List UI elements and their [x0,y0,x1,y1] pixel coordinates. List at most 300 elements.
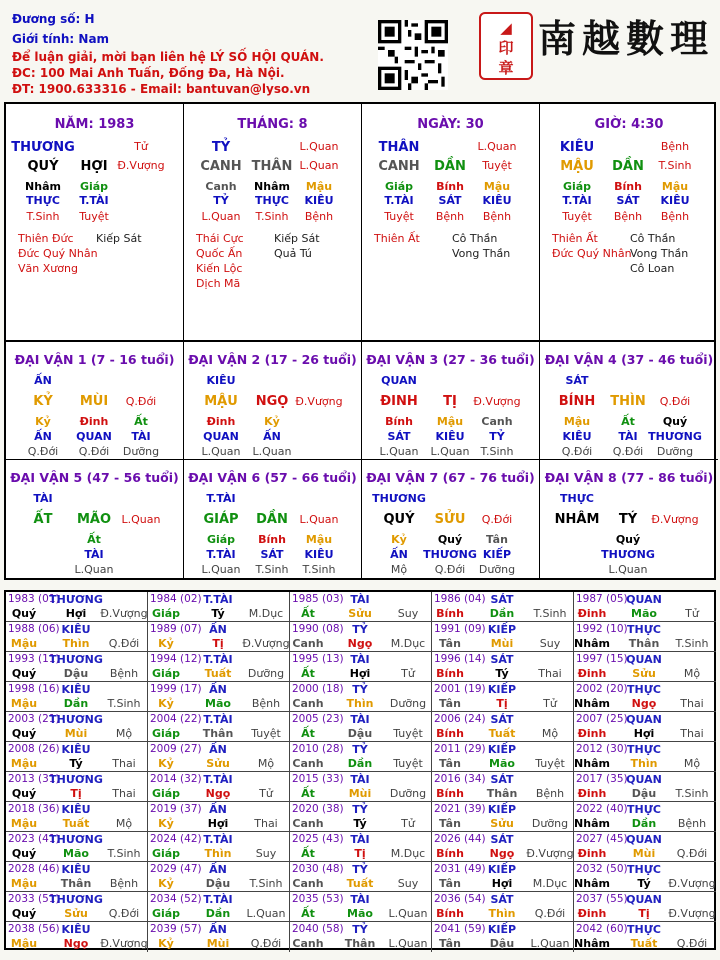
hidden-stem-god: ẤN [390,548,408,561]
hidden-stem: Đinh [79,415,109,428]
hidden-stem-god: SÁT [260,548,284,561]
hidden-stem-status: Tuyệt [384,210,414,223]
year-label: 1987 (05) [576,593,628,605]
star-inauspicious: Vong Thần [630,247,689,260]
pillar-stem-god: KIÊU [559,140,595,155]
year-status: T.Sinh [249,877,283,890]
dai-van-cell[interactable] [6,342,184,460]
pillar-stem-status: Tử [134,140,148,153]
year-label: 2025 (43) [292,833,344,845]
year-cell[interactable] [290,592,432,622]
star-auspicious: Dịch Mã [196,277,241,290]
year-branch: Dần [489,607,515,620]
star-inauspicious: Cô Thần [630,232,676,245]
hidden-stem-status: Bệnh [304,210,334,223]
year-cell[interactable] [148,772,290,802]
year-stem: Kỷ [158,637,174,650]
year-cell[interactable] [290,832,432,862]
year-stem: Tân [439,817,461,830]
year-god: QUAN [626,593,662,606]
year-branch: Mão [631,607,657,620]
year-branch: Thân [486,787,518,800]
year-cell[interactable] [432,682,574,712]
year-label: 2010 (28) [292,743,344,755]
pillar-column [6,104,184,340]
year-god: TÀI [350,653,370,666]
year-cell[interactable] [148,742,290,772]
year-god: KIÊU [61,863,91,876]
year-branch: Sửu [348,607,372,620]
year-cell[interactable] [574,772,716,802]
dai-van-title: ĐẠI VẬN 4 (37 - 46 tuổi) [544,352,714,367]
year-cell[interactable] [290,922,432,952]
year-cell[interactable] [148,652,290,682]
year-god: TÀI [350,773,370,786]
year-cell[interactable] [148,592,290,622]
year-branch: Hợi [633,727,655,740]
year-branch: Thân [344,937,376,950]
hidden-stem-god: TỶ [489,430,505,443]
year-cell[interactable] [432,772,574,802]
year-cell[interactable] [6,832,148,862]
year-label: 1997 (15) [576,653,628,665]
year-label: 1999 (17) [150,683,202,695]
year-branch: Mão [205,697,231,710]
year-cell[interactable] [6,622,148,652]
year-status: Tử [401,817,415,830]
year-branch: Hợi [65,607,87,620]
year-status: Đ.Vượng [242,637,290,650]
year-status: L.Quan [388,937,428,950]
year-god: KIẾP [487,683,517,696]
year-status: Tuyệt [393,757,423,770]
year-stem: Quý [11,787,37,800]
year-cell[interactable] [432,862,574,892]
year-god: TỶ [352,863,368,876]
year-branch: Thìn [346,697,374,710]
dai-van-cell[interactable] [362,342,540,460]
address-line: ĐC: 100 Mai Anh Tuấn, Đống Đa, Hà Nội. [12,66,285,80]
year-status: Đ.Vượng [100,607,148,620]
year-stem: Tân [439,697,461,710]
year-stem: Mậu [10,757,38,770]
year-label: 2030 (48) [292,863,344,875]
year-god: T.TÀI [203,773,233,786]
year-stem: Tân [439,877,461,890]
year-branch: Hợi [207,817,229,830]
dai-van-stem: MẬU [204,394,238,409]
hidden-stem-status: Bệnh [435,210,465,223]
year-status: Thai [112,757,136,770]
dai-van-branch-status: Đ.Vượng [473,395,521,408]
year-god: THỰC [627,803,661,816]
hidden-stem-status: L.Quan [74,563,114,576]
year-cell[interactable] [290,772,432,802]
year-status: Q.Đới [108,637,140,650]
dai-van-branch: TỊ [443,394,457,409]
pillar-column [540,104,718,340]
year-branch: Dần [63,697,89,710]
year-branch: Dần [205,907,231,920]
year-label: 2004 (22) [150,713,202,725]
year-branch: Tuất [488,727,516,740]
qr-code-icon[interactable] [378,20,448,90]
year-cell[interactable] [574,862,716,892]
year-cell[interactable] [290,892,432,922]
year-stem: Ất [301,667,315,680]
hidden-stem-god: T.TÀI [384,194,414,207]
year-status: Dưỡng [389,697,427,710]
year-branch: Dậu [63,667,89,680]
year-cell[interactable] [574,892,716,922]
hidden-stem-status: L.Quan [379,445,419,458]
year-god: SÁT [490,893,514,906]
year-stem: Nhâm [574,757,610,770]
year-god: SÁT [490,653,514,666]
year-stem: Giáp [151,787,181,800]
pillar-branch-status: Đ.Vượng [117,159,165,172]
year-cell[interactable] [290,742,432,772]
hidden-stem: Quý [615,533,641,546]
year-god: KIẾP [487,923,517,936]
hidden-stem: Giáp [206,533,236,546]
phone-email-line[interactable]: ĐT: 1900.633316 - Email: bantuvan@lyso.vn [12,82,311,96]
hidden-stem-status: Mộ [390,563,408,576]
star-auspicious: Thiên Ất [552,232,598,245]
star-auspicious: Thiên Ất [374,232,420,245]
year-god: KIÊU [61,743,91,756]
year-god: THƯƠNG [49,653,103,666]
year-status: Dưỡng [389,787,427,800]
year-label: 2011 (29) [434,743,486,755]
year-cell[interactable] [6,922,148,952]
year-cell[interactable] [432,832,574,862]
hidden-stem: Bính [436,180,464,193]
year-status: Mộ [115,727,133,740]
year-label: 2039 (57) [150,923,202,935]
year-label: 2003 (21) [8,713,60,725]
year-cell[interactable] [290,712,432,742]
year-label: 2005 (23) [292,713,344,725]
year-status: Dưỡng [247,667,285,680]
dai-van-god: ẤN [34,374,52,387]
year-god: THƯƠNG [49,593,103,606]
hidden-stem: Canh [481,415,513,428]
year-branch: Dậu [205,877,231,890]
year-status: Suy [539,637,561,650]
year-god: ẤN [209,803,227,816]
year-stem: Nhâm [574,817,610,830]
year-label: 1993 (11) [8,653,60,665]
hidden-stem-god: ẤN [263,430,281,443]
year-label: 2037 (55) [576,893,628,905]
year-branch: Dần [347,757,373,770]
year-label: 2034 (52) [150,893,202,905]
hidden-stem-god: THƯƠNG [648,430,702,443]
year-cell[interactable] [6,892,148,922]
year-branch: Tý [211,607,225,620]
hidden-stem: Mậu [436,415,464,428]
year-god: THƯƠNG [49,773,103,786]
year-god: QUAN [626,653,662,666]
year-stem: Canh [292,877,324,890]
year-cell[interactable] [6,592,148,622]
year-status: L.Quan [246,907,286,920]
dai-van-cell[interactable] [184,460,362,578]
hidden-stem-god: T.TÀI [79,194,109,207]
dai-van-branch: DẦN [256,512,288,527]
year-cell[interactable] [6,652,148,682]
year-branch: Ngọ [631,697,657,710]
hidden-stem-status: Bệnh [613,210,643,223]
year-cell[interactable] [432,622,574,652]
year-status: T.Sinh [675,787,709,800]
hidden-stem-status: Q.Đới [561,445,593,458]
year-status: M.Dục [390,847,426,860]
year-branch: Sửu [64,907,88,920]
year-branch: Mùi [206,937,230,950]
year-stem: Đinh [577,787,607,800]
year-status: T.Sinh [675,637,709,650]
year-god: ẤN [209,743,227,756]
year-god: KIẾP [487,743,517,756]
dai-van-branch: SỬU [434,512,466,527]
year-status: Bệnh [677,817,707,830]
year-cell[interactable] [574,592,716,622]
year-status: Thai [680,727,704,740]
hidden-stem-god: THỰC [26,194,60,207]
year-label: 2019 (37) [150,803,202,815]
year-god: TỶ [352,683,368,696]
year-god: KIẾP [487,863,517,876]
year-branch: Ngọ [489,847,515,860]
year-label: 2002 (20) [576,683,628,695]
year-stem: Mậu [10,817,38,830]
year-god: KIÊU [61,803,91,816]
year-branch: Dậu [489,937,515,950]
pillar-earthly-branch: THÂN [251,159,293,174]
year-god: KIẾP [487,623,517,636]
year-label: 2013 (31) [8,773,60,785]
hidden-stem-status: Tuyệt [79,210,109,223]
year-stem: Tân [439,757,461,770]
year-status: Tử [543,697,557,710]
year-stem: Bính [436,727,464,740]
year-branch: Mùi [64,727,88,740]
year-status: Đ.Vượng [100,937,148,950]
year-status: L.Quan [530,937,570,950]
year-stem: Ất [301,727,315,740]
year-branch: Dần [631,817,657,830]
hidden-stem-status: L.Quan [430,445,470,458]
year-cell[interactable] [290,802,432,832]
year-god: ẤN [209,623,227,636]
hidden-stem-god: QUAN [76,430,112,443]
hidden-stem-god: T.TÀI [562,194,592,207]
hidden-stem: Ất [621,415,635,428]
dai-van-title: ĐẠI VẬN 7 (67 - 76 tuổi) [366,470,535,485]
year-label: 2033 (51) [8,893,60,905]
year-cell[interactable] [6,862,148,892]
dai-van-stem: KỶ [33,394,53,409]
star-auspicious: Đức Quý Nhân [18,247,98,260]
year-cell[interactable] [432,892,574,922]
pillar-stem-status: L.Quan [299,140,339,153]
year-cell[interactable] [432,652,574,682]
year-god: KIÊU [61,683,91,696]
year-status: M.Dục [532,877,568,890]
year-cell[interactable] [574,712,716,742]
year-cell[interactable] [290,862,432,892]
four-pillars-table [4,102,716,342]
year-status: Đ.Vượng [668,907,716,920]
year-god: THỰC [627,623,661,636]
year-cell[interactable] [574,922,716,952]
year-cell[interactable] [148,892,290,922]
year-god: SÁT [490,773,514,786]
pillar-stem-status: L.Quan [477,140,517,153]
year-stem: Ất [301,847,315,860]
year-label: 1992 (10) [576,623,628,635]
hidden-stem: Tân [486,533,508,546]
hidden-stem: Giáp [79,180,109,193]
pillar-earthly-branch: HỢI [80,159,108,174]
year-label: 1990 (08) [292,623,344,635]
dai-van-branch: TÝ [618,512,638,527]
year-cell[interactable] [432,712,574,742]
year-cell[interactable] [574,622,716,652]
year-stem: Bính [436,847,464,860]
year-stem: Đinh [577,907,607,920]
year-cell[interactable] [6,682,148,712]
year-label: 2040 (58) [292,923,344,935]
dai-van-stem: ẤT [33,512,53,527]
year-cell[interactable] [290,652,432,682]
year-cell[interactable] [148,862,290,892]
pillar-title: NGÀY: 30 [417,117,484,132]
year-cell[interactable] [574,682,716,712]
year-cell[interactable] [290,622,432,652]
year-label: 1986 (04) [434,593,486,605]
year-cell[interactable] [574,742,716,772]
year-branch: Hợi [491,877,513,890]
year-god: TÀI [350,833,370,846]
year-cell[interactable] [148,712,290,742]
year-label: 2021 (39) [434,803,486,815]
year-branch: Sửu [632,667,656,680]
year-status: Suy [397,877,419,890]
dai-van-branch-status: Q.Đới [125,395,157,408]
year-branch: Mão [489,757,515,770]
dai-van-cell[interactable] [362,460,540,578]
year-label: 2026 (44) [434,833,486,845]
year-status: Tuyệt [251,727,281,740]
year-stem: Giáp [151,727,181,740]
dai-van-cell[interactable] [540,460,718,578]
hidden-stem-status: T.Sinh [480,445,514,458]
hidden-stem: Quý [662,415,688,428]
year-god: TÀI [350,893,370,906]
year-cell[interactable] [432,742,574,772]
year-label: 2001 (19) [434,683,486,695]
year-cell[interactable] [148,682,290,712]
year-stem: Giáp [151,667,181,680]
year-cell[interactable] [574,802,716,832]
year-label: 1991 (09) [434,623,486,635]
year-status: Bệnh [109,877,139,890]
year-branch: Thân [60,877,92,890]
year-status: T.Sinh [533,607,567,620]
dai-van-cell[interactable] [184,342,362,460]
dai-van-cell[interactable] [540,342,718,460]
year-cell[interactable] [148,622,290,652]
year-god: SÁT [490,593,514,606]
year-cell[interactable] [148,802,290,832]
dai-van-branch-status: L.Quan [121,513,161,526]
dai-van-god: QUAN [381,374,417,387]
year-cell[interactable] [148,922,290,952]
year-stem: Nhâm [574,637,610,650]
hidden-stem-god: TỶ [213,194,229,207]
hidden-stem-god: THỰC [255,194,289,207]
star-auspicious: Quốc Ấn [196,247,243,260]
year-status: M.Dục [248,607,284,620]
year-status: Bệnh [251,697,281,710]
year-cell[interactable] [6,772,148,802]
year-cell[interactable] [290,682,432,712]
year-label: 1988 (06) [8,623,60,635]
year-cell[interactable] [6,742,148,772]
year-stem: Quý [11,847,37,860]
pillar-stem-god: TỶ [211,140,231,155]
year-stem: Tân [439,637,461,650]
hidden-stem-status: L.Quan [201,210,241,223]
year-label: 1983 (01) [8,593,60,605]
year-cell[interactable] [6,802,148,832]
header [0,0,720,100]
hidden-stem-god: KIÊU [304,548,334,561]
year-stem: Đinh [577,607,607,620]
year-cell[interactable] [6,712,148,742]
dai-van-stem: NHÂM [554,512,600,527]
year-cell[interactable] [432,922,574,952]
year-stem: Kỷ [158,757,174,770]
year-cell[interactable] [148,832,290,862]
year-cell[interactable] [432,592,574,622]
year-label: 2024 (42) [150,833,202,845]
dai-van-title: ĐẠI VẬN 2 (17 - 26 tuổi) [188,352,357,367]
dai-van-cell[interactable] [6,460,184,578]
year-status: Đ.Vượng [526,847,574,860]
year-status: Q.Đới [250,937,282,950]
year-cell[interactable] [574,652,716,682]
hidden-stem: Bính [614,180,642,193]
pillar-heavenly-stem: QUÝ [27,159,59,174]
year-god: T.TÀI [203,893,233,906]
year-cell[interactable] [432,802,574,832]
hidden-stem-status: T.Sinh [255,563,289,576]
gender: Giới tính: Nam [12,32,110,46]
pillar-title: GIỜ: 4:30 [594,117,664,132]
year-god: THƯƠNG [49,713,103,726]
year-cell[interactable] [574,832,716,862]
hidden-stem: Giáp [562,180,592,193]
owner-name: Đương số: H [12,12,95,26]
year-stem: Quý [11,907,37,920]
hidden-stem-status: L.Quan [201,563,241,576]
year-branch: Tuất [630,937,658,950]
dai-van-god: SÁT [565,374,589,387]
